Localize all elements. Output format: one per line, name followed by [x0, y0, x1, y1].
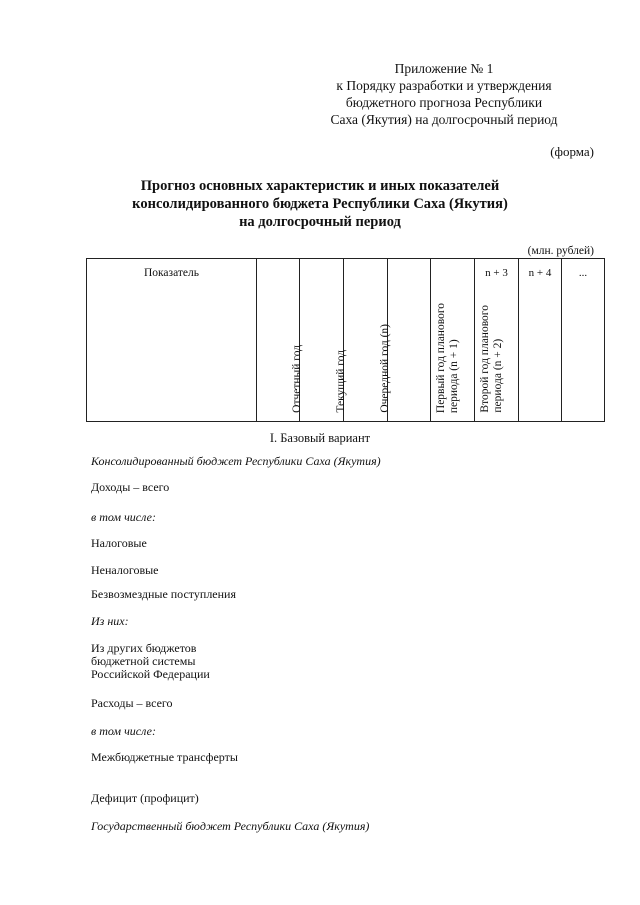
header-indicator — [87, 259, 257, 422]
header-plain-label: ... — [578, 267, 588, 279]
header-plain-label: n + 3 — [485, 267, 508, 279]
row-tax: Налоговые — [91, 536, 147, 550]
header-rotated-label: Очередной год (n) — [378, 324, 391, 413]
appendix-line: Саха (Якутия) на долгосрочный период — [330, 112, 558, 127]
title-line: консолидированного бюджета Республики Саха (Якутия) — [132, 196, 508, 212]
row-revenue-total: Доходы – всего — [91, 480, 170, 494]
header-ellipsis — [562, 259, 605, 422]
header-rotated-label: Текущий год — [334, 350, 347, 413]
form-label: (форма) — [550, 144, 594, 159]
header-plain-label: n + 4 — [528, 267, 552, 279]
header-indicator-label: Показатель — [143, 267, 200, 279]
variant-title: I. Базовый вариант — [269, 431, 371, 445]
row-including: в том числе: — [91, 510, 156, 524]
row-gratuitous-receipts: Безвозмездные поступления — [91, 587, 236, 601]
header-next-year — [344, 259, 391, 422]
header-rotated-label: Первый год планового периода (n + 1) — [435, 302, 460, 413]
row-non-tax: Неналоговые — [91, 563, 159, 577]
title-line: Прогноз основных характеристик и иных показателей — [140, 178, 500, 194]
appendix-line: Приложение № 1 — [394, 61, 494, 76]
appendix-note — [304, 60, 584, 128]
appendix-line: бюджетного прогноза Республики — [345, 95, 543, 110]
forecast-table — [86, 258, 605, 422]
row-state-budget: Государственный бюджет Республики Саха (Якутия) — [91, 819, 370, 833]
row-expenses-total: Расходы – всего — [91, 696, 173, 710]
header-rotated-label: Отчетный год — [291, 345, 303, 413]
units-label: (млн. рублей) — [527, 245, 594, 257]
row-deficit: Дефицит (профицит) — [91, 791, 199, 805]
row-of-them: Из них: — [91, 614, 129, 628]
row-other-budgets: Из других бюджетов бюджетной системы Российской Федерации — [91, 641, 210, 681]
header-reporting-year — [257, 259, 303, 422]
header-rotated-label: Второй год планового периода (n + 2) — [478, 305, 504, 413]
document-title — [60, 177, 580, 231]
header-n-plus-4 — [519, 259, 562, 422]
row-interbudget-transfers: Межбюджетные трансферты — [91, 750, 238, 764]
header-plan-year-1 — [388, 259, 460, 422]
forecast-table-wrapper — [86, 258, 604, 422]
header-current-year — [300, 259, 347, 422]
title-line: на долгосрочный период — [239, 214, 401, 230]
row-including-2: в том числе: — [91, 724, 156, 738]
row-consolidated-budget: Консолидированный бюджет Республики Саха (Якутия) — [91, 454, 381, 468]
appendix-line: к Порядку разработки и утверждения — [336, 78, 552, 93]
